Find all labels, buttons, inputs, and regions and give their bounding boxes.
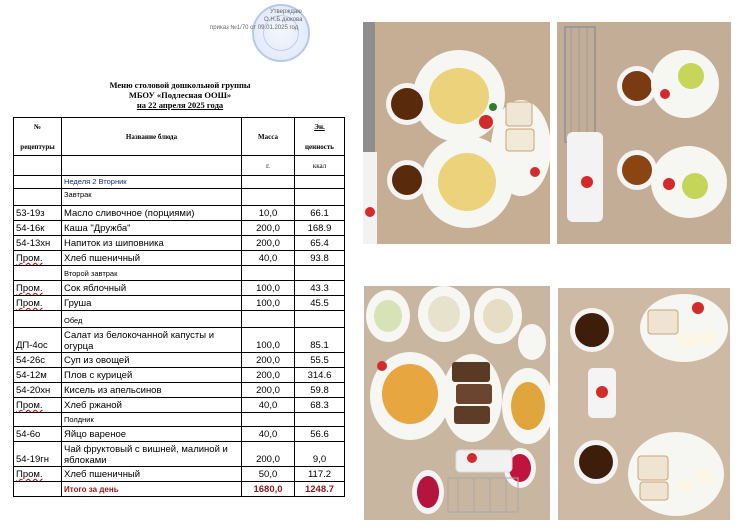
section-empty-3 <box>295 266 345 281</box>
photo-snack <box>558 288 730 520</box>
recipe-code: Пром. <box>14 281 62 296</box>
soup-bowl-2 <box>511 382 545 430</box>
menu-row <box>14 398 345 413</box>
recipe-code: 54-20хн <box>14 383 62 398</box>
recipe-code: Пром. <box>14 296 62 311</box>
dish-mass: 10,0 <box>242 206 295 221</box>
dish-kcal: 65.4 <box>295 236 345 251</box>
title-date: на 22 апреля 2025 года <box>136 100 224 110</box>
dish-name: Плов с курицей <box>62 368 242 383</box>
recipe-code: ДП-4ос <box>14 328 62 353</box>
recipe-code: Пром. <box>14 251 62 266</box>
section-breakfast: Завтрак <box>62 189 242 206</box>
dish-kcal: 59.8 <box>295 383 345 398</box>
section-empty-2 <box>242 266 295 281</box>
dish-name: Яйцо вареное <box>62 427 242 442</box>
approval-line-3: приказ №1/70 от 09.01.2025 год <box>210 25 299 31</box>
dish-kcal: 93.8 <box>295 251 345 266</box>
approval-line-1: Утверждаю <box>270 9 302 15</box>
porridge-plate-1 <box>429 68 489 124</box>
section-lunch: Обед <box>62 311 242 328</box>
section-empty-2 <box>242 311 295 328</box>
dish-mass: 200,0 <box>242 353 295 368</box>
section-empty <box>14 189 62 206</box>
section-empty <box>14 311 62 328</box>
approval-text <box>210 8 303 32</box>
section-row <box>14 189 345 206</box>
menu-row <box>14 296 345 311</box>
total-label: Итого за день <box>62 482 242 497</box>
photo-second-breakfast-svg <box>557 22 731 244</box>
dish-mass: 100,0 <box>242 296 295 311</box>
snack-rows <box>14 427 345 482</box>
menu-row <box>14 251 345 266</box>
menu-row <box>14 427 345 442</box>
dish-name: Чай фруктовый с вишней, малиной и яблоками <box>62 442 242 467</box>
section-empty <box>14 413 62 427</box>
total-empty <box>14 482 62 497</box>
dish-kcal: 168.9 <box>295 221 345 236</box>
breakfast-rows <box>14 206 345 266</box>
recipe-code: Пром. <box>14 467 62 482</box>
section-empty-3 <box>295 189 345 206</box>
section-empty-3 <box>295 413 345 427</box>
recipe-code: 54-16к <box>14 221 62 236</box>
dish-mass: 200,0 <box>242 383 295 398</box>
dish-name: Суп из овощей <box>62 353 242 368</box>
menu-table <box>13 117 345 497</box>
menu-row <box>14 236 345 251</box>
dish-kcal: 45.5 <box>295 296 345 311</box>
total-mass: 1680,0 <box>242 482 295 497</box>
dish-mass: 200,0 <box>242 368 295 383</box>
section-row <box>14 266 345 281</box>
header-row <box>14 118 345 156</box>
weekday-empty <box>14 176 62 189</box>
menu-row <box>14 467 345 482</box>
approval-line-2: О.Н.Б.дюкова <box>264 17 303 23</box>
photo-breakfast-svg <box>363 22 550 244</box>
porridge-plate-2 <box>438 153 496 211</box>
dish-kcal: 68.3 <box>295 398 345 413</box>
dish-kcal: 43.3 <box>295 281 345 296</box>
mass-unit: г. <box>242 156 295 176</box>
col-energy-bottom: ценность <box>305 142 334 151</box>
apple-2 <box>682 173 708 199</box>
dish-name: Салат из белокочанной капусты и огурца <box>62 328 242 353</box>
menu-row <box>14 281 345 296</box>
dish-kcal: 56.6 <box>295 427 345 442</box>
total-row <box>14 482 345 497</box>
dish-mass: 100,0 <box>242 281 295 296</box>
dish-name: Напиток из шиповника <box>62 236 242 251</box>
section-empty <box>14 266 62 281</box>
menu-document <box>0 0 360 528</box>
lunch-rows <box>14 328 345 413</box>
menu-row <box>14 328 345 353</box>
title-line-1: Меню столовой дошкольной группы <box>109 80 251 90</box>
dish-name: Каша "Дружба" <box>62 221 242 236</box>
section-snack: Полдник <box>62 413 242 427</box>
dish-mass: 200,0 <box>242 221 295 236</box>
photo-lunch-svg <box>364 286 550 520</box>
recipe-code: 54-26с <box>14 353 62 368</box>
second-breakfast-rows <box>14 281 345 311</box>
weekday-row <box>14 176 345 189</box>
menu-row <box>14 383 345 398</box>
recipe-code: 54-13хн <box>14 236 62 251</box>
dish-kcal: 55.5 <box>295 353 345 368</box>
recipe-code: 53-19з <box>14 206 62 221</box>
dish-name: Груша <box>62 296 242 311</box>
col-recipe <box>14 118 62 156</box>
dish-name: Хлеб пшеничный <box>62 251 242 266</box>
section-empty-2 <box>242 189 295 206</box>
week-day: Неделя 2 Вторник <box>62 176 242 189</box>
dish-mass: 200,0 <box>242 442 295 467</box>
dish-name: Кисель из апельсинов <box>62 383 242 398</box>
menu-row <box>14 442 345 467</box>
dish-name: Масло сливочное (порциями) <box>62 206 242 221</box>
menu-row <box>14 353 345 368</box>
energy-unit: ккал <box>295 156 345 176</box>
section-empty-3 <box>295 311 345 328</box>
dish-name: Сок яблочный <box>62 281 242 296</box>
unit-empty-2 <box>62 156 242 176</box>
photo-snack-svg <box>558 288 730 520</box>
col-recipe-bottom: рецептуры <box>20 142 55 151</box>
soup-bowl-1 <box>382 364 438 424</box>
dish-mass: 200,0 <box>242 236 295 251</box>
unit-empty-1 <box>14 156 62 176</box>
dish-name: Хлеб пшеничный <box>62 467 242 482</box>
unit-row <box>14 156 345 176</box>
dish-kcal: 85.1 <box>295 328 345 353</box>
apple-1 <box>678 63 704 89</box>
dish-kcal: 117.2 <box>295 467 345 482</box>
col-mass: Масса <box>242 118 295 156</box>
weekday-empty-3 <box>295 176 345 189</box>
weekday-empty-2 <box>242 176 295 189</box>
section-row <box>14 311 345 328</box>
col-dish: Название блюда <box>62 118 242 156</box>
section-row <box>14 413 345 427</box>
dish-mass: 50,0 <box>242 467 295 482</box>
menu-row <box>14 368 345 383</box>
photo-breakfast <box>363 22 550 244</box>
recipe-code: Пром. <box>14 398 62 413</box>
dish-mass: 40,0 <box>242 398 295 413</box>
title-line-2: МБОУ «Подлесная ООШ» <box>128 90 232 100</box>
menu-title <box>60 80 300 110</box>
menu-row <box>14 206 345 221</box>
menu-row <box>14 221 345 236</box>
dish-mass: 40,0 <box>242 427 295 442</box>
photo-second-breakfast <box>557 22 731 244</box>
total-kcal: 1248.7 <box>295 482 345 497</box>
dish-mass: 100,0 <box>242 328 295 353</box>
dish-kcal: 66.1 <box>295 206 345 221</box>
col-energy-top: Эн. <box>314 122 325 131</box>
photo-lunch <box>364 286 550 520</box>
section-empty-2 <box>242 413 295 427</box>
dish-name: Хлеб ржаной <box>62 398 242 413</box>
dish-kcal: 314.6 <box>295 368 345 383</box>
recipe-code: 54-19гн <box>14 442 62 467</box>
dish-mass: 40,0 <box>242 251 295 266</box>
col-recipe-top: № <box>33 122 42 131</box>
dish-kcal: 9,0 <box>295 442 345 467</box>
section-second-breakfast: Второй завтрак <box>62 266 242 281</box>
recipe-code: 54-6о <box>14 427 62 442</box>
col-energy <box>295 118 345 156</box>
recipe-code: 54-12м <box>14 368 62 383</box>
